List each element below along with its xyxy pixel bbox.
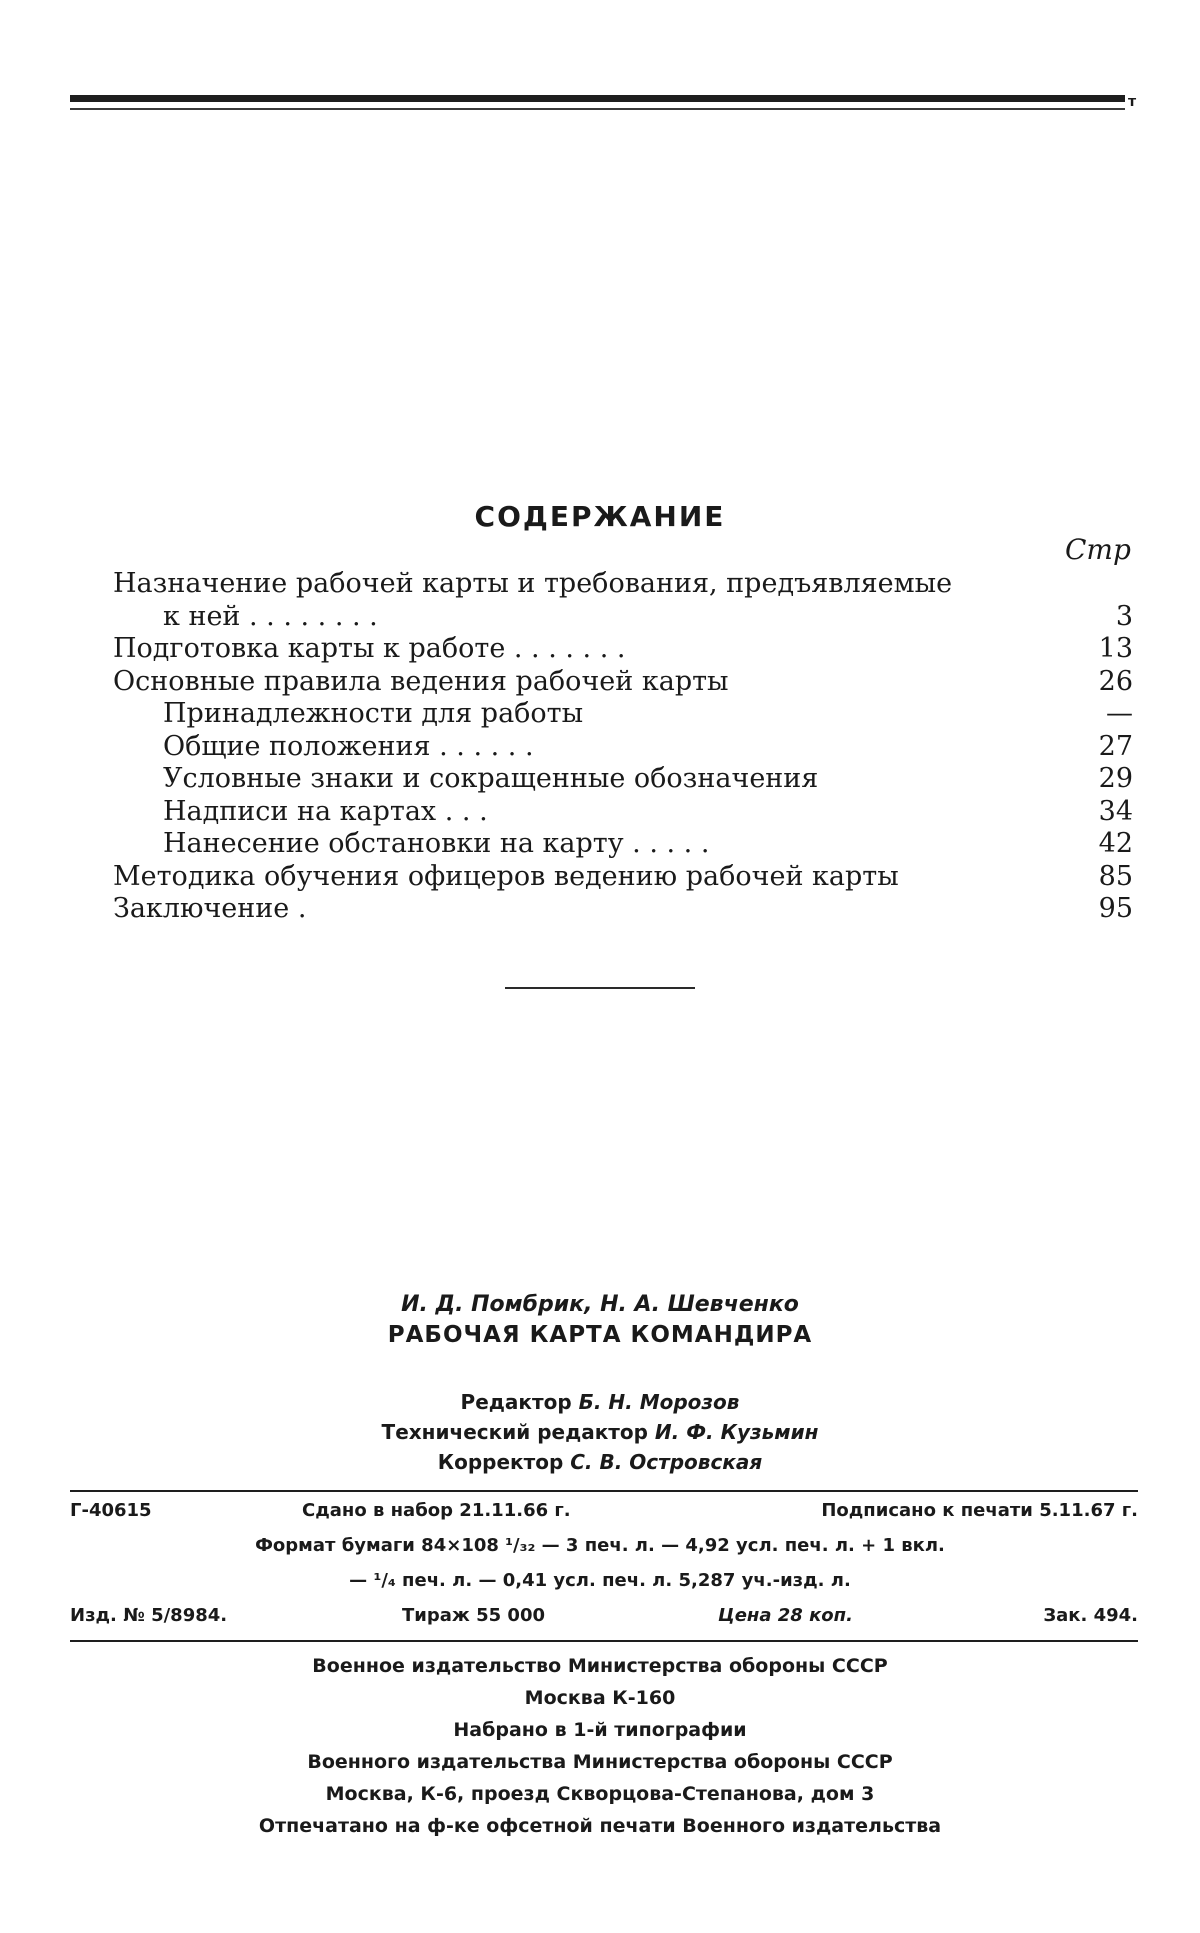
toc-entry-text: к ней . . . . . . . . bbox=[163, 600, 378, 632]
table-of-contents bbox=[113, 568, 1133, 926]
toc-entry-page: 85 bbox=[1098, 860, 1133, 892]
toc-entry-text: Нанесение обстановки на карту . . . . . bbox=[163, 828, 710, 859]
corrector-label: Корректор bbox=[437, 1450, 564, 1474]
toc-entry-text: Подготовка карты к работе . . . . . . . bbox=[113, 633, 626, 664]
toc-subentry bbox=[113, 796, 1133, 829]
tech-editor-label: Технический редактор bbox=[381, 1420, 648, 1444]
imprint-rule-top bbox=[70, 1490, 1138, 1492]
price: Цена 28 коп. bbox=[718, 1605, 853, 1626]
toc-entry bbox=[113, 568, 1133, 601]
toc-entry-text: Общие положения . . . . . . bbox=[163, 730, 534, 762]
print-run: Тираж 55 000 bbox=[402, 1605, 545, 1626]
toc-subentry bbox=[113, 698, 1133, 731]
footer-line: Отпечатано на ф-ке офсетной печати Военного издательства bbox=[258, 1815, 942, 1837]
corrector-name: С. В. Островская bbox=[570, 1450, 763, 1474]
toc-entry-text: Условные знаки и сокращенные обозначения bbox=[163, 763, 819, 794]
toc-entry-page: 13 bbox=[1098, 633, 1133, 664]
toc-subentry bbox=[113, 828, 1133, 861]
top-rule-thin bbox=[70, 108, 1125, 110]
editor-label: Редактор bbox=[460, 1390, 572, 1414]
top-rule bbox=[70, 95, 1125, 102]
imprint-rule-bottom bbox=[70, 1640, 1138, 1642]
toc-title: СОДЕРЖАНИЕ bbox=[474, 500, 726, 533]
toc-entry bbox=[113, 633, 1133, 666]
toc-entry bbox=[113, 861, 1133, 894]
sheets-line: — ¹/₄ печ. л. — 0,41 усл. печ. л. 5,287 уч.-изд. л. bbox=[349, 1570, 851, 1591]
toc-entry bbox=[113, 893, 1133, 926]
toc-subentry bbox=[113, 763, 1133, 796]
toc-subentry bbox=[113, 731, 1133, 764]
footer-line: Набрано в 1-й типографии bbox=[453, 1719, 747, 1741]
authors: И. Д. Помбрик, Н. А. Шевченко bbox=[401, 1292, 799, 1317]
izd-number: Изд. № 5/8984. bbox=[70, 1605, 228, 1626]
footer-line: Военного издательства Министерства обороны СССР bbox=[307, 1751, 893, 1773]
section-divider bbox=[505, 987, 695, 989]
publication-code: Г-40615 bbox=[70, 1500, 152, 1521]
tech-editor-credit bbox=[0, 1420, 1200, 1444]
footer-line: Москва, К-6, проезд Скворцова-Степанова, дом 3 bbox=[325, 1783, 875, 1805]
editor-credit bbox=[0, 1390, 1200, 1414]
toc-entry bbox=[113, 601, 1133, 634]
toc-entry-page: 34 bbox=[1098, 795, 1133, 827]
format-line: Формат бумаги 84×108 ¹/₃₂ — 3 печ. л. — 4,92 усл. печ. л. + 1 вкл. bbox=[255, 1535, 945, 1556]
toc-entry-page: 95 bbox=[1098, 893, 1133, 924]
toc-entry-page: 26 bbox=[1098, 665, 1133, 697]
toc-entry-text: Методика обучения офицеров ведению рабочей карты bbox=[113, 860, 899, 892]
toc-entry-text: Основные правила ведения рабочей карты bbox=[113, 665, 729, 697]
typeset-date: Сдано в набор 21.11.66 г. bbox=[302, 1500, 571, 1521]
signed-date: Подписано к печати 5.11.67 г. bbox=[821, 1500, 1138, 1521]
footer-line: Военное издательство Министерства обороны СССР bbox=[312, 1655, 888, 1677]
tech-editor-name: И. Ф. Кузьмин bbox=[654, 1420, 819, 1444]
order-number: Зак. 494. bbox=[1043, 1605, 1138, 1626]
toc-entry-page: 29 bbox=[1098, 763, 1133, 794]
page-column-label: Стр bbox=[1065, 533, 1131, 566]
toc-entry-text: Назначение рабочей карты и требования, предъявляемые bbox=[113, 568, 953, 599]
toc-entry-page: 42 bbox=[1098, 828, 1133, 859]
toc-entry-page: 3 bbox=[1115, 600, 1133, 632]
toc-entry-text: Заключение . bbox=[113, 893, 307, 924]
toc-entry bbox=[113, 666, 1133, 699]
book-title: РАБОЧАЯ КАРТА КОМАНДИРА bbox=[387, 1322, 813, 1348]
footer-line: Москва К-160 bbox=[524, 1687, 676, 1709]
toc-entry-text: Надписи на картах . . . bbox=[163, 795, 488, 827]
toc-entry-text: Принадлежности для работы bbox=[163, 698, 584, 729]
corrector-credit bbox=[0, 1450, 1200, 1474]
toc-entry-page: 27 bbox=[1098, 730, 1133, 762]
toc-entry-page: — bbox=[1106, 698, 1133, 729]
page-mark: т bbox=[1128, 94, 1137, 110]
editor-name: Б. Н. Морозов bbox=[578, 1390, 740, 1414]
